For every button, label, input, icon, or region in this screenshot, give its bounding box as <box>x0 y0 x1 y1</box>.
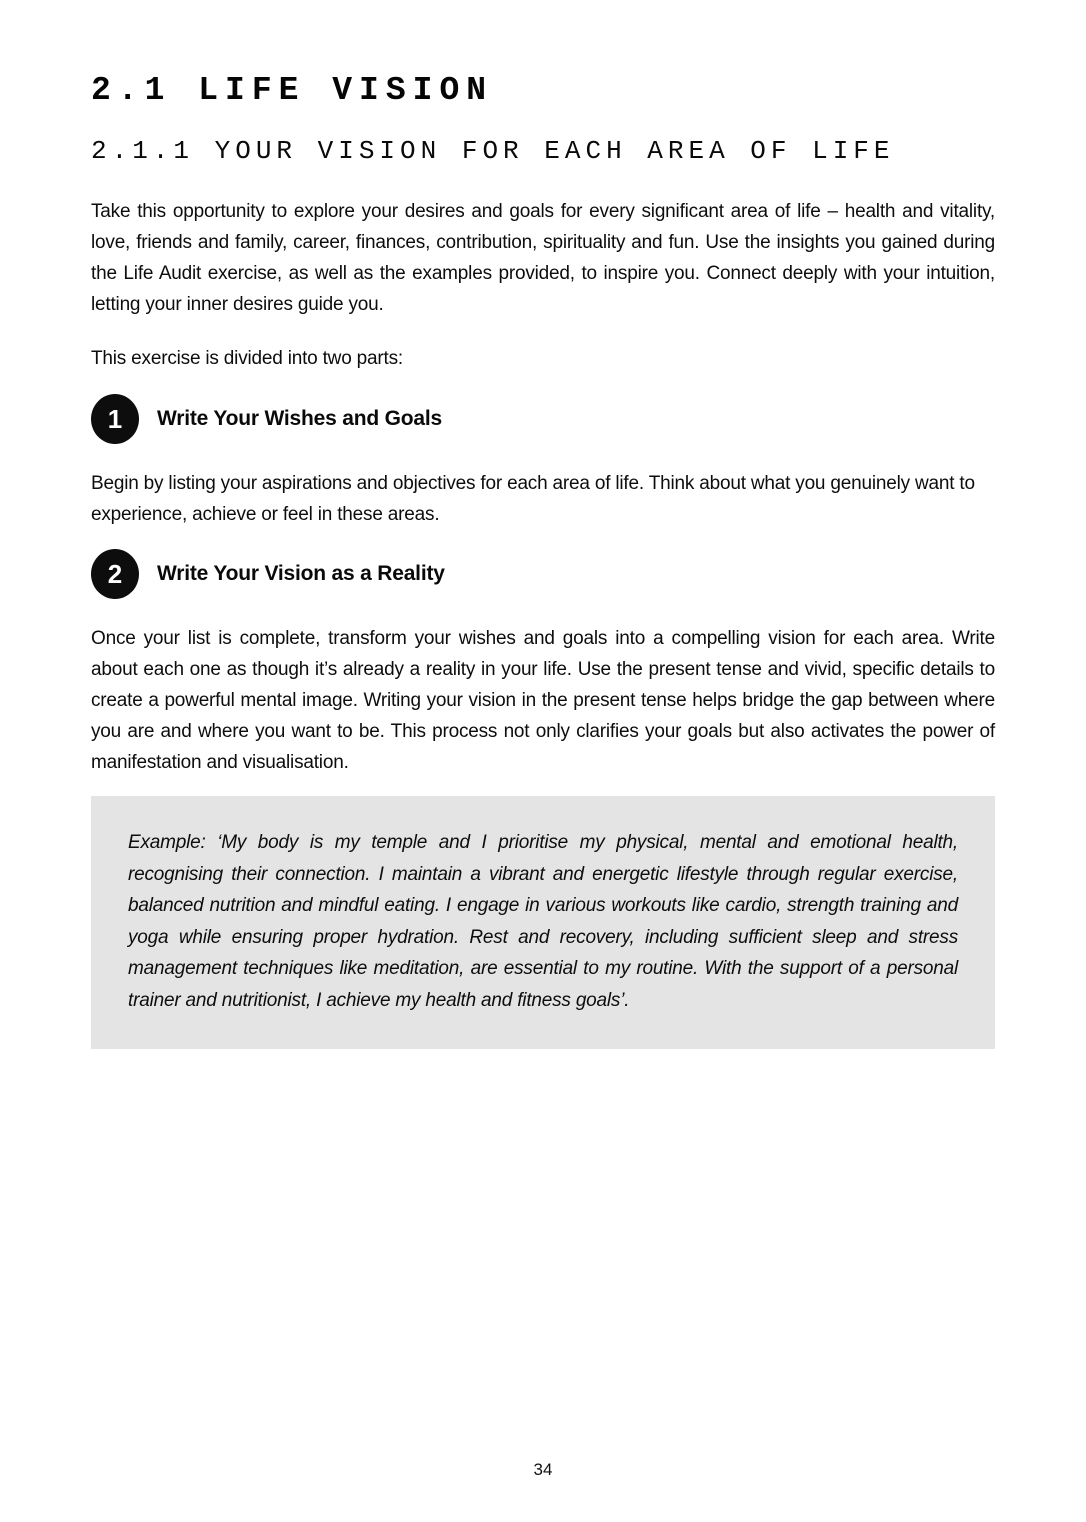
step-1-description: Begin by listing your aspirations and objectives for each area of life. Think about what you genuinely want to experience, achieve or feel in these areas. <box>91 473 975 525</box>
example-box <box>91 796 995 1049</box>
section-title: 2.1 LIFE VISION <box>91 72 494 109</box>
step-2-number: 2 <box>107 558 123 589</box>
step-1-number: 1 <box>107 403 123 434</box>
step-2-number-badge <box>91 549 139 599</box>
step-1-label: Write Your Wishes and Goals <box>157 407 442 430</box>
example-text: Example: ‘My body is my temple and I prioritise my physical, mental and emotional health, recognising their connection. I maintain a vibrant and energetic lifestyle through regular exercise, balanced nutrition and mindful eating. I engage in various workouts like cardio, strength training and yoga while ensuring proper hydration. Rest and recovery, including sufficient sleep and stress management techniques like meditation, are essential to my routine. With the support of a personal trainer and nutritionist, I achieve my health and fitness goals’. <box>128 832 958 1011</box>
page-number: 34 <box>533 1460 553 1479</box>
intro-paragraph: Take this opportunity to explore your desires and goals for every significant area of life – health and vitality, love, friends and family, career, finances, contribution, spirituality and fun. Use the insights you gained during the Life Audit exercise, as well as the examples provided, to inspire you. Connect deeply with your intuition, letting your inner desires guide you. <box>91 201 995 315</box>
section-subtitle: 2.1.1 YOUR VISION FOR EACH AREA OF LIFE <box>91 136 895 166</box>
parts-lead: This exercise is divided into two parts: <box>91 348 403 369</box>
step-1-number-badge <box>91 394 139 444</box>
step-2-label: Write Your Vision as a Reality <box>157 562 445 585</box>
step-row-1 <box>91 394 995 444</box>
step-2-description: Once your list is complete, transform your wishes and goals into a compelling vision for each area. Write about each one as though it’s already a reality in your life. Use the present tense and vivid, specific details to create a powerful mental image. Writing your vision in the present tense helps bridge the gap between where you are and where you want to be. This process not only clarifies your goals but also activates the power of manifestation and visualisation. <box>91 628 995 773</box>
step-row-2 <box>91 549 995 599</box>
